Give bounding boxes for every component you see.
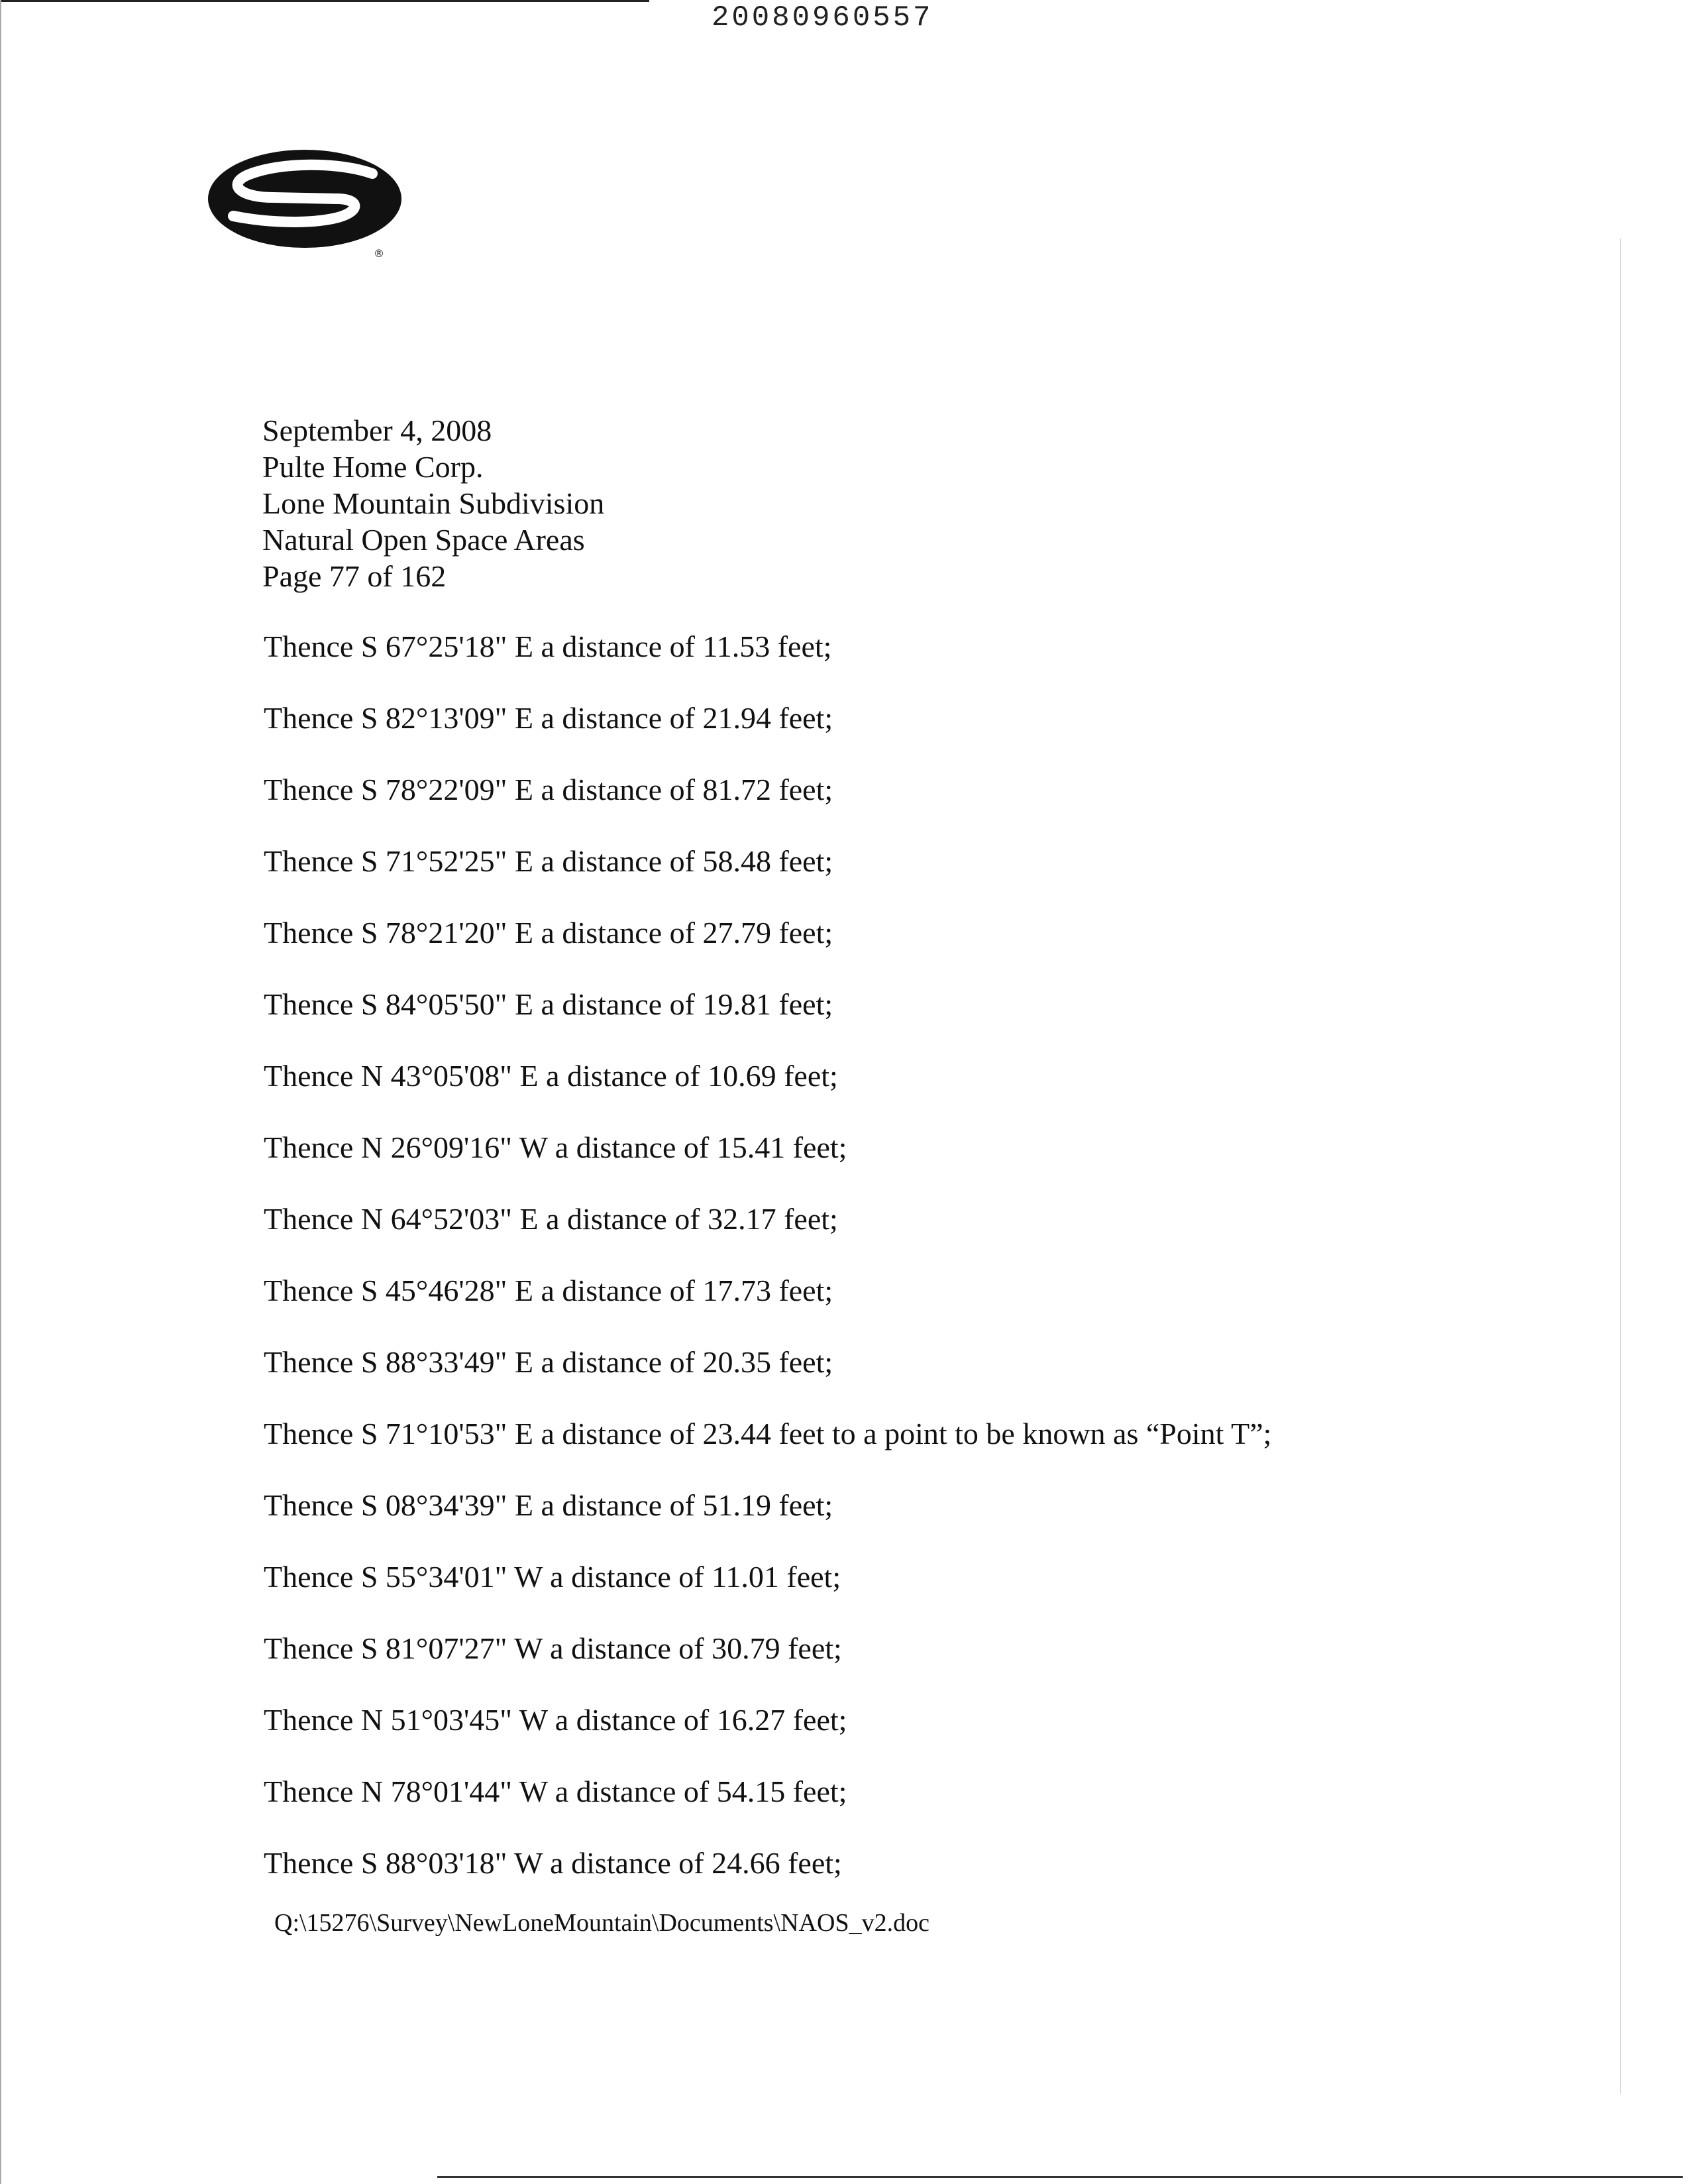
- header-subdivision: Lone Mountain Subdivision: [262, 486, 605, 520]
- boundary-course: Thence S 82°13'09" E a distance of 21.94 feet;: [264, 701, 833, 735]
- boundary-course: Thence N 78°01'44" W a distance of 54.15 feet;: [264, 1774, 847, 1808]
- letter-header: [262, 412, 604, 594]
- boundary-course: Thence S 45°46'28" E a distance of 17.73 feet;: [264, 1274, 833, 1307]
- boundary-course: Thence N 26°09'16" W a distance of 15.41 feet;: [264, 1130, 847, 1164]
- scan-top-border: [0, 0, 649, 2]
- boundary-course-list: [264, 627, 1430, 1915]
- scan-bottom-border: [437, 2176, 1683, 2178]
- header-area: Natural Open Space Areas: [262, 523, 585, 557]
- boundary-course: Thence S 88°33'49" E a distance of 20.35 feet;: [264, 1345, 833, 1379]
- boundary-course: Thence S 08°34'39" E a distance of 51.19 feet;: [264, 1488, 833, 1522]
- header-date: September 4, 2008: [262, 413, 492, 447]
- header-company: Pulte Home Corp.: [262, 450, 484, 484]
- registered-mark: ®: [374, 247, 384, 257]
- boundary-course: Thence S 67°25'18" E a distance of 11.53 feet;: [264, 629, 832, 663]
- boundary-course: Thence N 64°52'03" E a distance of 32.17 feet;: [264, 1202, 838, 1236]
- scan-left-edge: [0, 0, 1, 2184]
- boundary-course: Thence S 84°05'50" E a distance of 19.81 feet;: [264, 987, 833, 1021]
- recording-number: 20080960557: [712, 1, 933, 34]
- boundary-course: Thence S 81°07'27" W a distance of 30.79 feet;: [264, 1631, 842, 1665]
- boundary-course: Thence S 55°34'01" W a distance of 11.01 feet;: [264, 1560, 841, 1594]
- boundary-course: Thence N 43°05'08" E a distance of 10.69 feet;: [264, 1059, 838, 1093]
- stylized-s-logo-icon: [207, 147, 405, 257]
- boundary-course: Thence S 71°52'25" E a distance of 58.48 feet;: [264, 844, 833, 878]
- footer-file-path: Q:\15276\Survey\NewLoneMountain\Documents\NAOS_v2.doc: [274, 1909, 929, 1937]
- scan-right-edge: [1620, 239, 1621, 2094]
- header-page-number: Page 77 of 162: [262, 559, 447, 593]
- boundary-course: Thence S 88°03'18" W a distance of 24.66 feet;: [264, 1846, 842, 1880]
- boundary-course: Thence S 71°10'53" E a distance of 23.44 feet to a point to be known as “Point T”;: [264, 1417, 1272, 1450]
- boundary-course: Thence N 51°03'45" W a distance of 16.27 feet;: [264, 1703, 847, 1737]
- boundary-course: Thence S 78°21'20" E a distance of 27.79 feet;: [264, 916, 833, 950]
- boundary-course: Thence S 78°22'09" E a distance of 81.72 feet;: [264, 773, 833, 806]
